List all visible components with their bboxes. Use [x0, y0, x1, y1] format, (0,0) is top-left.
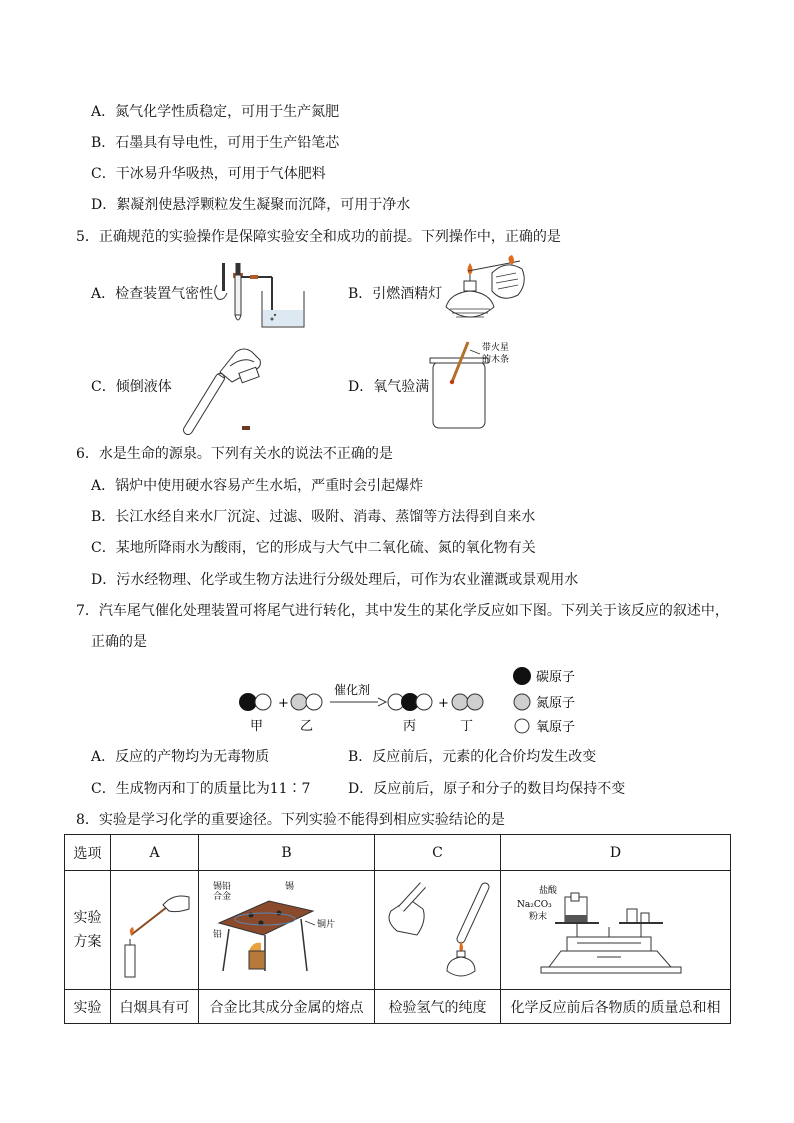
candle-smoke-figure — [117, 883, 193, 979]
legend-oxygen: 氧原子 — [536, 720, 576, 735]
b-alloy-label-2: 合金 — [213, 892, 232, 902]
header-a: A — [111, 835, 199, 871]
b-alloy-label-1: 锡铅 — [213, 882, 232, 892]
conclusion-d: 化学反应前后各物质的质量总和相 — [501, 990, 731, 1024]
q6-option-d: D．污水经物理、化学或生物方法进行分级处理后，可作为农业灌溉或景观用水 — [91, 572, 579, 588]
plus-sign-2: + — [438, 696, 449, 711]
header-b: B — [199, 835, 375, 871]
q8-experiment-table — [64, 834, 731, 1024]
q5-option-c: C．倾倒液体 — [91, 379, 172, 395]
label-yi: 乙 — [300, 719, 314, 734]
legend-carbon: 碳原子 — [536, 670, 576, 685]
row-label-plan: 实验方案 — [65, 871, 111, 990]
b-tin-label: 锡 — [285, 882, 295, 892]
header-d: D — [501, 835, 731, 871]
q6-option-a: A．锅炉中使用硬水容易产生水垢，严重时会引起爆炸 — [91, 478, 424, 494]
q4-option-d: D．絮凝剂使悬浮颗粒发生凝聚而沉降，可用于净水 — [91, 197, 411, 213]
alloy-melting-figure — [209, 879, 369, 983]
catalyst-label: 催化剂 — [334, 683, 371, 697]
q4-option-b: B．石墨具有导电性，可用于生产铅笔芯 — [91, 135, 340, 151]
q4-option-c: C．干冰易升华吸热，可用于气体肥料 — [91, 166, 326, 182]
q5-option-d: D．氧气验满 — [348, 379, 430, 395]
header-option: 选项 — [65, 835, 111, 871]
d-powder-label: 粉末 — [529, 912, 548, 922]
table-header-row — [65, 835, 731, 871]
q6-option-c: C．某地所降雨水为酸雨，它的形成与大气中二氧化硫、氮的氧化物有关 — [91, 540, 536, 556]
d-carbonate-label: Na₂CO₃ — [517, 900, 552, 910]
q7-option-a: A．反应的产物均为无毒物质 — [91, 749, 270, 765]
pouring-liquid-figure — [170, 338, 270, 433]
conclusion-c: 检验氢气的纯度 — [375, 990, 501, 1024]
b-copper-label: 铜片 — [317, 920, 336, 930]
d-acid-label: 盐酸 — [539, 886, 558, 896]
header-c: C — [375, 835, 501, 871]
plan-b-cell — [199, 871, 375, 990]
q5-d-note-line2: 的木条 — [482, 355, 510, 365]
q7-option-c: C．生成物丙和丁的质量比为11∶7 — [91, 781, 311, 797]
table-conclusion-row — [65, 990, 731, 1024]
q5-option-a: A．检查装置气密性 — [91, 286, 214, 302]
label-bing: 丙 — [403, 719, 417, 734]
q5-d-note-line1: 带火星 — [482, 343, 510, 353]
legend-nitrogen: 氮原子 — [536, 696, 576, 711]
q7-option-b: B．反应前后，元素的化合价均发生改变 — [348, 749, 597, 765]
q4-option-a: A．氮气化学性质稳定，可用于生产氮肥 — [91, 104, 340, 120]
q6-option-b: B．长江水经自来水厂沉淀、过滤、吸附、消毒、蒸馏等方法得到自来水 — [91, 509, 536, 525]
alcohol-lamp-lighting-figure — [440, 255, 530, 327]
plan-a-cell — [111, 871, 199, 990]
reaction-molecule-diagram — [230, 660, 610, 740]
q7-option-d: D．反应前后，原子和分子的数目均保持不变 — [348, 781, 626, 797]
oxygen-full-test-figure — [430, 340, 550, 432]
q5-option-b: B．引燃酒精灯 — [348, 286, 443, 302]
plan-c-cell — [375, 871, 501, 990]
conclusion-a: 白烟具有可 — [111, 990, 199, 1024]
q7-stem-line2: 正确的是 — [91, 634, 147, 650]
q6-stem: 6．水是生命的源泉。下列有关水的说法不正确的是 — [76, 446, 393, 462]
b-lead-label: 铅 — [213, 930, 223, 940]
plan-d-cell — [501, 871, 731, 990]
q5-stem: 5．正确规范的实验操作是保障实验安全和成功的前提。下列操作中，正确的是 — [76, 229, 561, 245]
label-jia: 甲 — [250, 719, 264, 734]
table-plan-row — [65, 871, 731, 990]
conclusion-b: 合金比其成分金属的熔点 — [199, 990, 375, 1024]
row-label-conclusion: 实验 — [65, 990, 111, 1024]
label-ding: 丁 — [460, 719, 474, 734]
hydrogen-purity-figure — [381, 881, 497, 981]
plus-sign: + — [278, 696, 289, 711]
q8-stem: 8．实验是学习化学的重要途径。下列实验不能得到相应实验结论的是 — [76, 812, 505, 828]
q7-stem-line1: 7．汽车尾气催化处理装置可将尾气进行转化，其中发生的某化学反应如下图。下列关于该反应的叙述中， — [76, 603, 729, 619]
balance-mass-figure — [511, 881, 721, 981]
airtightness-check-figure — [212, 255, 312, 330]
